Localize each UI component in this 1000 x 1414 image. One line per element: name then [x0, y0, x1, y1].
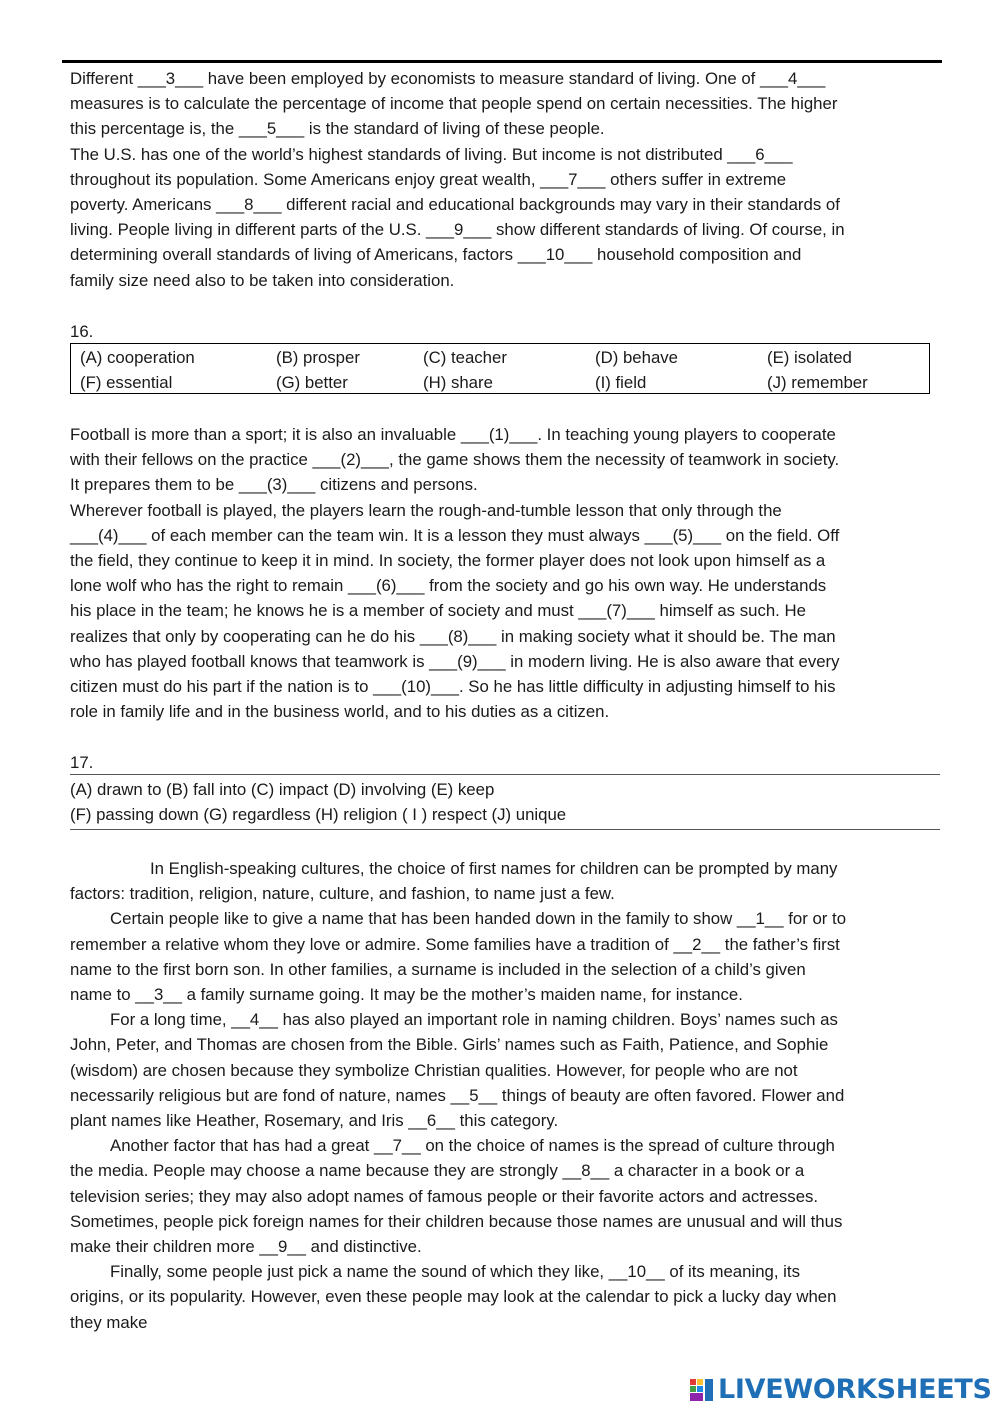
word-option: (E) isolated	[767, 348, 852, 367]
passage-line: the media. People may choose a name because they are strongly __8__ a character in a book or a	[70, 1161, 805, 1181]
word-bank-17-bottom-rule	[70, 829, 940, 830]
passage-line: determining overall standards of living of Americans, factors ___10___ household composition and	[70, 245, 802, 265]
word-option: (H) share	[423, 373, 493, 392]
passage-line: citizen must do his part if the nation is to ___(10)___. So he has little difficulty in adjusting himself to his	[70, 677, 836, 697]
passage-line: In English-speaking cultures, the choice of first names for children can be prompted by many	[150, 859, 838, 878]
liveworksheets-logo-icon	[690, 1375, 714, 1405]
word-option: (B) prosper	[276, 348, 360, 367]
passage-line: family size need also to be taken into consideration.	[70, 270, 455, 290]
passage-line: Certain people like to give a name that has been handed down in the family to show __1__ for or to	[110, 909, 847, 929]
word-bank-16	[70, 343, 930, 394]
passage-line: For a long time, __4__ has also played an important role in naming children. Boys’ names such as	[110, 1010, 838, 1030]
passage-line: ___(4)___ of each member can the team win. It is a lesson they must always ___(5)___ on the field. Off	[70, 525, 840, 545]
passage-line: make their children more __9__ and distinctive.	[70, 1237, 422, 1257]
passage-line: (wisdom) are chosen because they symbolize Christian qualities. However, for people who are not	[70, 1060, 798, 1080]
word-option: (I) field	[595, 373, 647, 392]
word-option: (A) cooperation	[80, 348, 195, 367]
liveworksheets-logo[interactable]	[690, 1373, 992, 1407]
passage-line: name to the first born son. In other families, a surname is included in the selection of a child’s given	[70, 959, 806, 979]
question-17-number: 17.	[70, 753, 94, 772]
passage-line: The U.S. has one of the world’s highest standards of living. But income is not distributed ___6___	[70, 144, 793, 164]
passage-line: Football is more than a sport; it is also an invaluable ___(1)___. In teaching young players to cooperate	[70, 425, 836, 444]
passage-line: remember a relative whom they love or admire. Some families have a tradition of __2__ the father’s first	[70, 934, 840, 954]
passage-line: origins, or its popularity. However, even these people may look at the calendar to pick a lucky day when	[70, 1287, 837, 1307]
passage-line: factors: tradition, religion, nature, culture, and fashion, to name just a few.	[70, 884, 615, 904]
passage-line: Finally, some people just pick a name the sound of which they like, __10__ of its meaning, its	[110, 1262, 800, 1282]
passage-line: name to __3__ a family surname going. It may be the mother’s maiden name, for instance.	[70, 985, 743, 1005]
passage-line: It prepares them to be ___(3)___ citizens and persons.	[70, 475, 478, 495]
passage-line: this percentage is, the ___5___ is the standard of living of these people.	[70, 119, 605, 139]
passage-line: Wherever football is played, the players learn the rough-and-tumble lesson that only through the	[70, 500, 782, 520]
passage-17	[70, 856, 940, 1335]
passage-line: they make	[70, 1312, 148, 1332]
passage-line: Different ___3___ have been employed by economists to measure standard of living. One of ___4___	[70, 69, 826, 88]
liveworksheets-logo-text: LIVEWORKSHEETS	[718, 1374, 992, 1405]
word-bank-17-top-rule	[70, 774, 940, 775]
passage-line: living. People living in different parts of the U.S. ___9___ show different standards of living. Of course, in	[70, 220, 845, 240]
word-option: (C) teacher	[423, 348, 507, 367]
passage-line: with their fellows on the practice ___(2)___, the game shows them the necessity of teamwork in society.	[70, 450, 840, 470]
word-option: (F) essential	[80, 373, 173, 392]
word-bank-line: (A) drawn to (B) fall into (C) impact (D) involving (E) keep	[70, 780, 495, 799]
passage-line: poverty. Americans ___8___ different racial and educational backgrounds may vary in their standards of	[70, 195, 840, 215]
passage-line: Another factor that has had a great __7__ on the choice of names is the spread of culture through	[110, 1136, 835, 1156]
passage-line: necessarily religious but are fond of nature, names __5__ things of beauty are often favored. Flower and	[70, 1085, 845, 1105]
passage-line: role in family life and in the business world, and to his duties as a citizen.	[70, 702, 610, 722]
passage-line: television series; they may also adopt names of famous people or their favorite actors and actresses.	[70, 1186, 819, 1206]
passage-15	[70, 66, 940, 293]
passage-line: Sometimes, people pick foreign names for their children because those names are unusual and will thus	[70, 1211, 843, 1231]
passage-line: measures is to calculate the percentage of income that people spend on certain necessities. The higher	[70, 94, 838, 114]
passage-line: realizes that only by cooperating can he do his ___(8)___ in making society what it should be. The man	[70, 626, 836, 646]
passage-line: plant names like Heather, Rosemary, and Iris __6__ this category.	[70, 1111, 559, 1131]
word-bank-17	[70, 777, 940, 827]
passage-line: throughout its population. Some Americans enjoy great wealth, ___7___ others suffer in extreme	[70, 169, 787, 189]
passage-16	[70, 422, 940, 724]
passage-line: John, Peter, and Thomas are chosen from the Bible. Girls’ names such as Faith, Patience, and Sophie	[70, 1035, 829, 1055]
passage-line: his place in the team; he knows he is a member of society and must ___(7)___ himself as such. He	[70, 601, 806, 621]
word-bank-line: (F) passing down (G) regardless (H) religion ( I ) respect (J) unique	[70, 805, 567, 825]
word-option: (G) better	[276, 373, 348, 392]
passage-line: who has played football knows that teamwork is ___(9)___ in modern living. He is also aware that every	[70, 651, 840, 671]
word-option: (D) behave	[595, 348, 679, 367]
top-rule	[62, 60, 942, 63]
passage-line: lone wolf who has the right to remain ___(6)___ from the society and go his own way. He understands	[70, 576, 827, 596]
word-option: (J) remember	[767, 373, 868, 392]
question-16-number: 16.	[70, 322, 94, 341]
passage-line: the field, they continue to keep it in mind. In society, the former player does not look upon himself as a	[70, 551, 826, 571]
